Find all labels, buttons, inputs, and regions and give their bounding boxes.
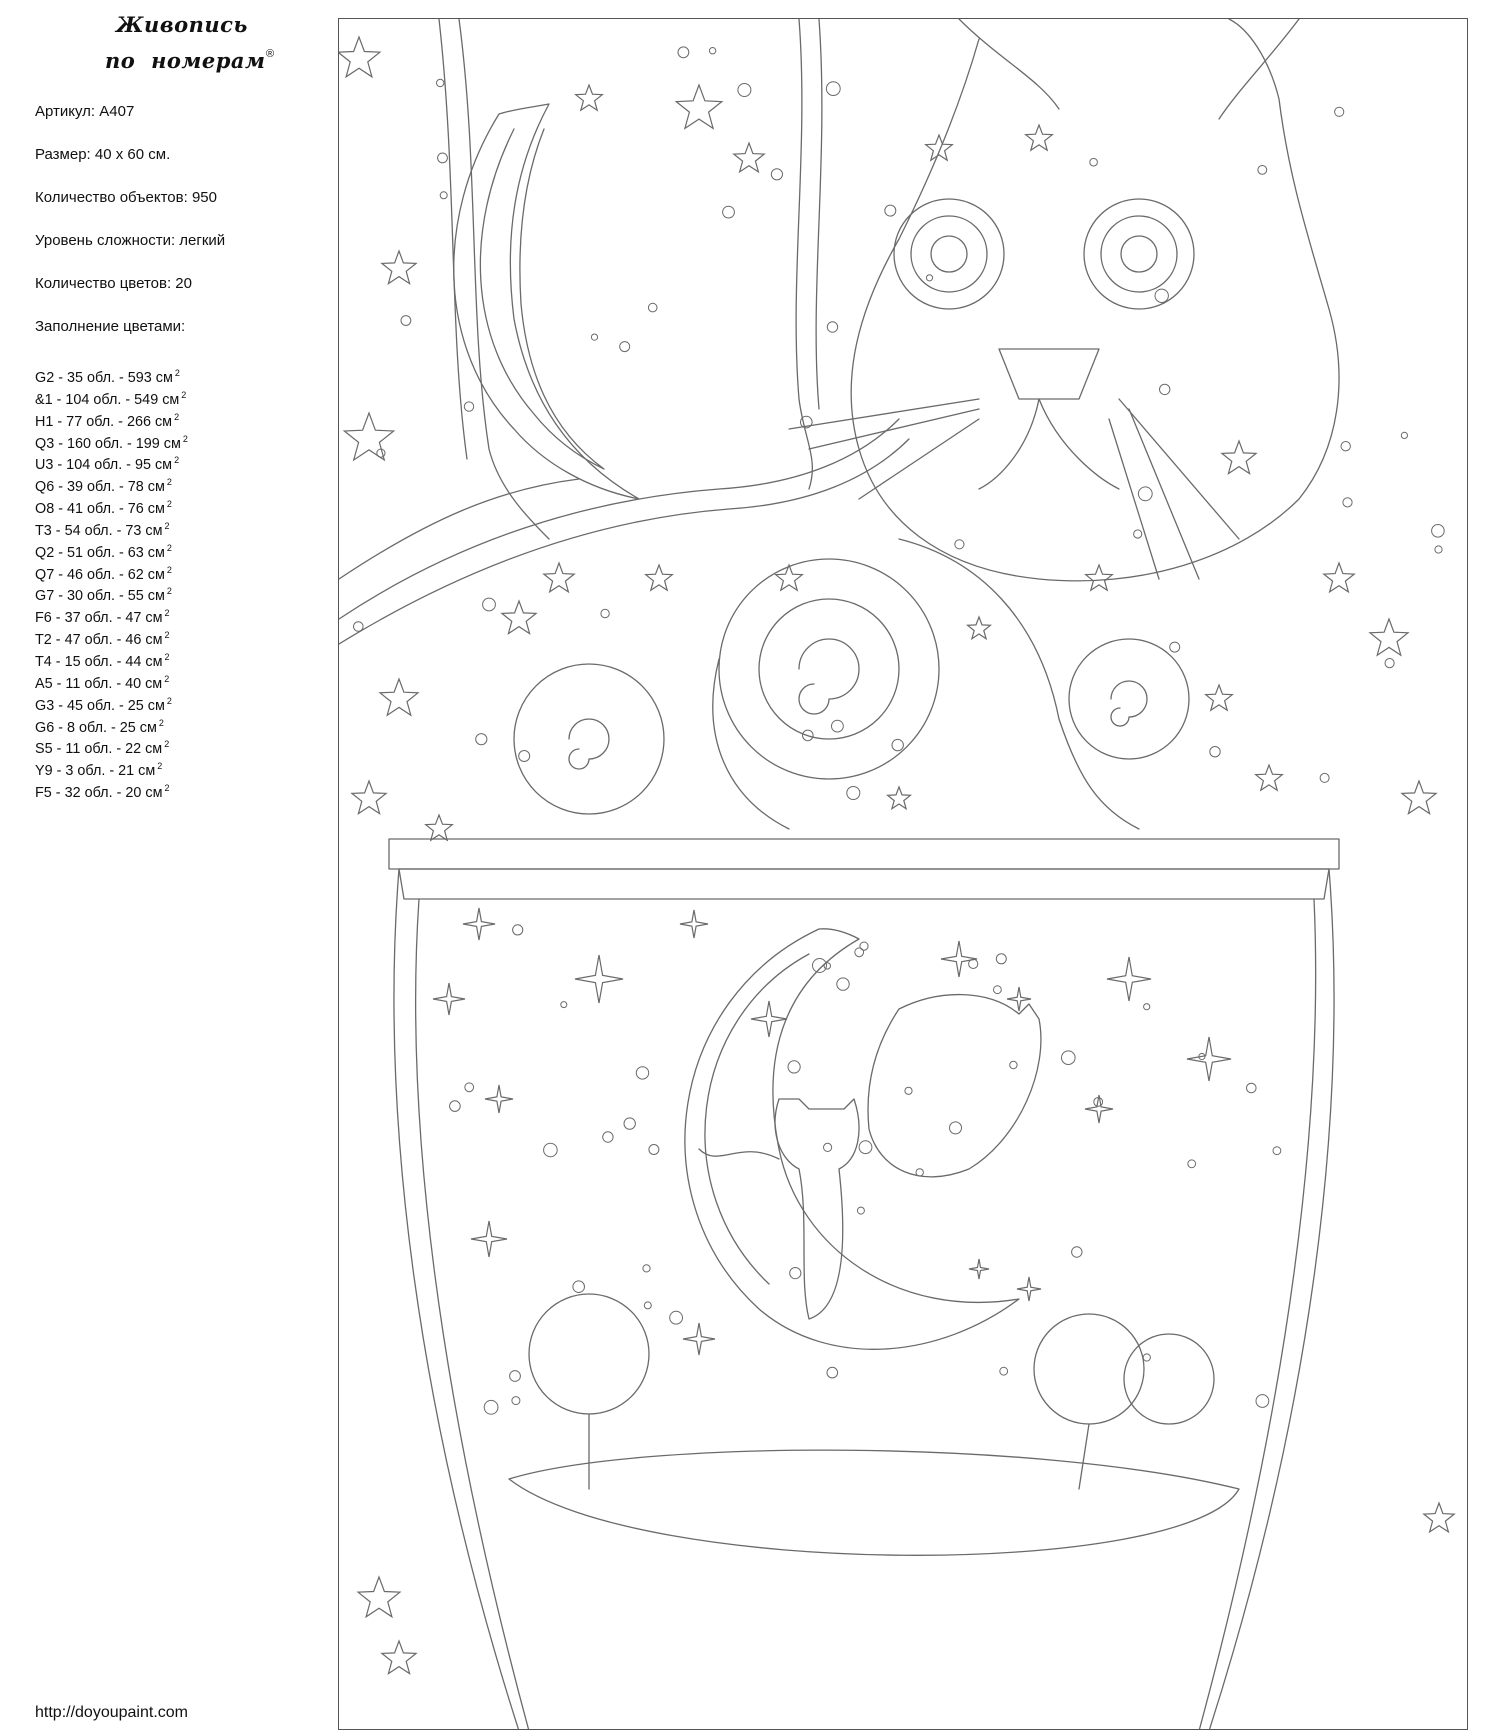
star-shape [358, 1577, 400, 1617]
dot-shape [771, 169, 782, 180]
dot-shape [1160, 384, 1170, 394]
cat-whisker [789, 399, 979, 429]
star-shape [339, 37, 380, 77]
dot-shape [437, 79, 444, 86]
vine-line [796, 19, 812, 489]
dot-shape [440, 192, 447, 199]
star-shape [968, 617, 991, 639]
lollipop-stick [1079, 1424, 1089, 1489]
vine-line [459, 19, 549, 539]
lollipop [529, 1294, 649, 1414]
logo-line-1: Живопись [116, 12, 248, 37]
color-fill-text: G6 - 8 обл. - 25 см [35, 719, 157, 736]
dot-shape [857, 1207, 864, 1214]
unit-superscript: 2 [174, 411, 180, 422]
sparkle-star-shape [575, 955, 623, 1003]
cat-whisker [809, 409, 979, 449]
color-fill-text: Q7 - 46 обл. - 62 см [35, 566, 165, 583]
color-fill-text: T4 - 15 обл. - 44 см [35, 653, 163, 670]
dot-shape [1143, 1354, 1150, 1361]
sparkle-star-shape [1085, 1095, 1113, 1123]
color-fill-row [35, 778, 188, 800]
star-shape [1424, 1503, 1454, 1532]
dot-shape [827, 322, 837, 332]
dot-shape [824, 963, 830, 969]
swirl-ball-inner [759, 599, 899, 739]
dot-shape [438, 153, 448, 163]
dot-shape [860, 942, 868, 950]
swirl-ball [514, 664, 664, 814]
dot-shape [859, 1141, 872, 1154]
star-shape [380, 679, 418, 715]
star-shape [1026, 125, 1053, 150]
unit-superscript: 2 [166, 477, 172, 488]
dot-shape [678, 47, 689, 58]
dot-shape [1062, 1051, 1076, 1065]
dot-shape [1170, 642, 1180, 652]
sparkle-star-shape [683, 1323, 715, 1355]
coloring-canvas [338, 18, 1468, 1730]
color-count: Количество цветов: 20 [35, 275, 192, 292]
dot-shape [738, 84, 751, 97]
dot-shape [1335, 107, 1344, 116]
dot-shape [1210, 747, 1220, 757]
sparkle-star-shape [969, 1259, 989, 1279]
cup-rim-inner [399, 869, 1329, 899]
dot-shape [905, 1087, 912, 1094]
cat-eye-left-pupil [931, 236, 967, 272]
color-fill-text: Q6 - 39 обл. - 78 см [35, 479, 165, 496]
unit-superscript: 2 [158, 717, 164, 728]
unit-superscript: 2 [164, 651, 170, 662]
sparkle-star-shape [463, 908, 495, 940]
dot-shape [885, 205, 896, 216]
cup-cat-tail [699, 1149, 779, 1159]
sparkle-star-shape [680, 910, 708, 938]
color-fill-row [35, 734, 188, 756]
dot-shape [1090, 158, 1098, 166]
star-shape [502, 601, 536, 634]
star-shape [1206, 685, 1233, 710]
color-fill-text: U3 - 104 обл. - 95 см [35, 457, 173, 474]
dot-shape [892, 739, 903, 750]
dot-shape [994, 986, 1002, 994]
logo-line-2: по номерам [105, 48, 266, 73]
dot-shape [644, 1302, 651, 1309]
swirl-ball [719, 559, 939, 779]
dot-shape [591, 334, 597, 340]
star-shape [734, 143, 764, 172]
unit-superscript: 2 [166, 586, 172, 597]
color-fill-text: G2 - 35 обл. - 593 см [35, 370, 173, 386]
dot-shape [824, 1143, 832, 1151]
star-shape [544, 563, 574, 592]
vine-line [339, 479, 579, 579]
dot-shape [832, 720, 844, 732]
star-shape [888, 787, 911, 809]
color-fill-text: F5 - 32 обл. - 20 см [35, 785, 163, 802]
dot-shape [377, 449, 385, 457]
dot-shape [955, 540, 964, 549]
cup-saucer [509, 1450, 1239, 1555]
sparkle-star-shape [1017, 1277, 1041, 1301]
dot-shape [1144, 1004, 1150, 1010]
product-meta [35, 104, 225, 354]
dot-shape [464, 402, 473, 411]
sparkle-star-shape [1107, 957, 1151, 1001]
crescent-moon-inner [480, 129, 604, 469]
dot-shape [1155, 289, 1168, 302]
color-fill-row [35, 625, 188, 647]
article-number: Артикул: A407 [35, 103, 135, 120]
color-fill-row [35, 407, 188, 429]
dot-shape [510, 1371, 521, 1382]
star-shape [1402, 781, 1436, 814]
color-fill-row [35, 450, 188, 472]
dot-shape [1000, 1367, 1008, 1375]
cat-whisker [1109, 419, 1159, 579]
dot-shape [723, 206, 735, 218]
dot-shape [1432, 525, 1445, 538]
star-shape [344, 413, 393, 460]
info-sidebar [0, 0, 330, 1736]
object-count: Количество объектов: 950 [35, 189, 217, 206]
cup-body [394, 869, 519, 1730]
dot-shape [827, 1367, 838, 1378]
star-shape [576, 85, 603, 110]
color-fill-text: H1 - 77 обл. - 266 см [35, 413, 173, 430]
cat-head-outline [851, 19, 1339, 581]
dot-shape [354, 622, 364, 632]
color-fill-text: Q3 - 160 обл. - 199 см [35, 435, 181, 452]
unit-superscript: 2 [164, 783, 170, 794]
fill-heading: Заполнение цветами: [35, 318, 186, 335]
star-shape [382, 1641, 416, 1674]
dot-shape [1320, 773, 1329, 782]
unit-superscript: 2 [166, 695, 172, 706]
dot-shape [643, 1265, 650, 1272]
color-fill-text: &1 - 104 обл. - 549 см [35, 391, 180, 408]
dot-shape [1385, 659, 1394, 668]
dot-shape [649, 1145, 659, 1155]
cup-rim [389, 839, 1339, 869]
dot-shape [603, 1132, 613, 1142]
cup-body-inner [1199, 899, 1316, 1730]
vine-line [339, 419, 899, 619]
unit-superscript: 2 [166, 564, 172, 575]
cup-cat [775, 1099, 859, 1319]
color-fill-row [35, 603, 188, 625]
unit-superscript: 2 [164, 520, 170, 531]
dot-shape [401, 316, 411, 326]
dot-shape [519, 751, 530, 762]
color-fill-text: S5 - 11 обл. - 22 см [35, 741, 163, 758]
dot-shape [788, 1061, 800, 1073]
dot-shape [1134, 530, 1142, 538]
swirl [1111, 681, 1147, 726]
unit-superscript: 2 [166, 499, 172, 510]
sparkle-star-shape [433, 983, 465, 1015]
unit-superscript: 2 [164, 608, 170, 619]
color-fill-text: F6 - 37 обл. - 47 см [35, 610, 163, 627]
cat-eye-right-pupil [1121, 236, 1157, 272]
star-shape [1086, 565, 1113, 590]
dot-shape [1258, 166, 1267, 175]
unit-superscript: 2 [164, 630, 170, 641]
cat-ear [1219, 19, 1299, 119]
dot-shape [476, 734, 487, 745]
dot-shape [512, 1397, 520, 1405]
star-shape [352, 781, 386, 814]
star-shape [1324, 563, 1354, 592]
dot-shape [1072, 1247, 1082, 1257]
dot-shape [513, 925, 523, 935]
swirl [569, 719, 609, 769]
swirl [799, 639, 859, 714]
dot-shape [1138, 487, 1152, 501]
star-shape [426, 815, 453, 840]
unit-superscript: 2 [164, 673, 170, 684]
color-fill-row [35, 560, 188, 582]
unit-superscript: 2 [166, 542, 172, 553]
color-fill-row [35, 669, 188, 691]
canvas-size: Размер: 40 х 60 см. [35, 146, 171, 163]
star-shape [382, 251, 416, 284]
color-fill-row [35, 385, 188, 407]
dot-shape [996, 954, 1006, 964]
cat-whisker [1119, 399, 1239, 539]
cat-whisker [859, 419, 979, 499]
color-fill-text: Y9 - 3 обл. - 21 см [35, 763, 156, 780]
color-fill-row [35, 691, 188, 713]
dot-shape [465, 1083, 474, 1092]
vine-line [339, 439, 909, 644]
unit-superscript: 2 [182, 433, 188, 444]
cat-mouth [979, 399, 1119, 489]
color-fill-row [35, 538, 188, 560]
unit-superscript: 2 [174, 368, 180, 378]
dot-shape [1435, 546, 1442, 553]
vine-line [816, 19, 822, 409]
unit-superscript: 2 [181, 389, 187, 400]
dot-shape [790, 1268, 801, 1279]
dot-shape [601, 609, 609, 617]
dot-shape [855, 948, 864, 957]
lollipop [1124, 1334, 1214, 1424]
cat-ear [959, 19, 1059, 109]
sparkle-star-shape [941, 941, 977, 977]
dot-shape [847, 787, 860, 800]
color-fill-text: Q2 - 51 обл. - 63 см [35, 544, 165, 561]
color-fill-row [35, 647, 188, 669]
star-shape [1256, 765, 1283, 790]
color-fill-text: G3 - 45 обл. - 25 см [35, 697, 165, 714]
registered-mark: ® [266, 48, 275, 60]
color-fill-text: G7 - 30 обл. - 55 см [35, 588, 165, 605]
unit-superscript: 2 [174, 455, 180, 466]
dot-shape [969, 959, 978, 968]
star-shape [1370, 619, 1408, 655]
dot-shape [1256, 1395, 1269, 1408]
cup-moon [685, 929, 1019, 1349]
difficulty-level: Уровень сложности: легкий [35, 232, 226, 249]
dot-shape [573, 1281, 585, 1293]
dot-shape [826, 82, 840, 96]
star-shape [676, 85, 722, 128]
color-fill-row [35, 472, 188, 494]
color-fill-list [35, 363, 188, 800]
dot-shape [1247, 1083, 1257, 1093]
dot-shape [636, 1067, 648, 1079]
dot-shape [1188, 1160, 1196, 1168]
cup-cat [868, 995, 1041, 1177]
dot-shape [950, 1122, 962, 1134]
crescent-moon-shape [454, 104, 639, 499]
dot-shape [926, 275, 932, 281]
color-fill-text: A5 - 11 обл. - 40 см [35, 675, 163, 692]
color-fill-text: T2 - 47 обл. - 46 см [35, 632, 163, 649]
dot-shape [1010, 1061, 1017, 1068]
dot-shape [1273, 1147, 1281, 1155]
line-art-illustration [339, 19, 1468, 1730]
site-link[interactable]: http://doyoupaint.com [35, 1704, 188, 1721]
dot-shape [1341, 442, 1350, 451]
sparkle-star-shape [471, 1221, 507, 1257]
star-shape [926, 135, 953, 160]
dot-shape [450, 1101, 461, 1112]
dot-shape [484, 1400, 498, 1414]
swirl-ball [1069, 639, 1189, 759]
cat-body [713, 539, 1139, 829]
color-fill-text: O8 - 41 обл. - 76 см [35, 501, 165, 518]
color-fill-row [35, 516, 188, 538]
dot-shape [1401, 432, 1407, 438]
color-fill-row [35, 756, 188, 778]
dot-shape [620, 342, 630, 352]
unit-superscript: 2 [164, 739, 170, 750]
dot-shape [837, 978, 849, 990]
color-fill-row [35, 713, 188, 735]
color-fill-row [35, 581, 188, 603]
sparkle-star-shape [1187, 1037, 1231, 1081]
unit-superscript: 2 [157, 761, 163, 772]
color-fill-text: T3 - 54 обл. - 73 см [35, 522, 163, 539]
dot-shape [561, 1002, 567, 1008]
dot-shape [483, 598, 496, 611]
dot-shape [1343, 498, 1352, 507]
cat-eye-right-ring [1101, 216, 1177, 292]
dot-shape [544, 1143, 558, 1157]
dot-shape [916, 1169, 923, 1176]
cat-eye-left-ring [911, 216, 987, 292]
cup-body-inner [416, 899, 529, 1730]
dot-shape [648, 303, 657, 312]
color-fill-row [35, 429, 188, 451]
color-fill-row [35, 363, 188, 385]
cat-nose [999, 349, 1099, 399]
color-fill-row [35, 494, 188, 516]
star-shape [646, 565, 673, 590]
cat-whisker [1129, 409, 1199, 579]
lollipop [1034, 1314, 1144, 1424]
star-shape [1222, 441, 1256, 474]
dot-shape [670, 1311, 683, 1324]
star-shape [776, 565, 803, 590]
dot-shape [624, 1118, 635, 1129]
dot-shape [709, 48, 715, 54]
sparkle-star-shape [485, 1085, 513, 1113]
